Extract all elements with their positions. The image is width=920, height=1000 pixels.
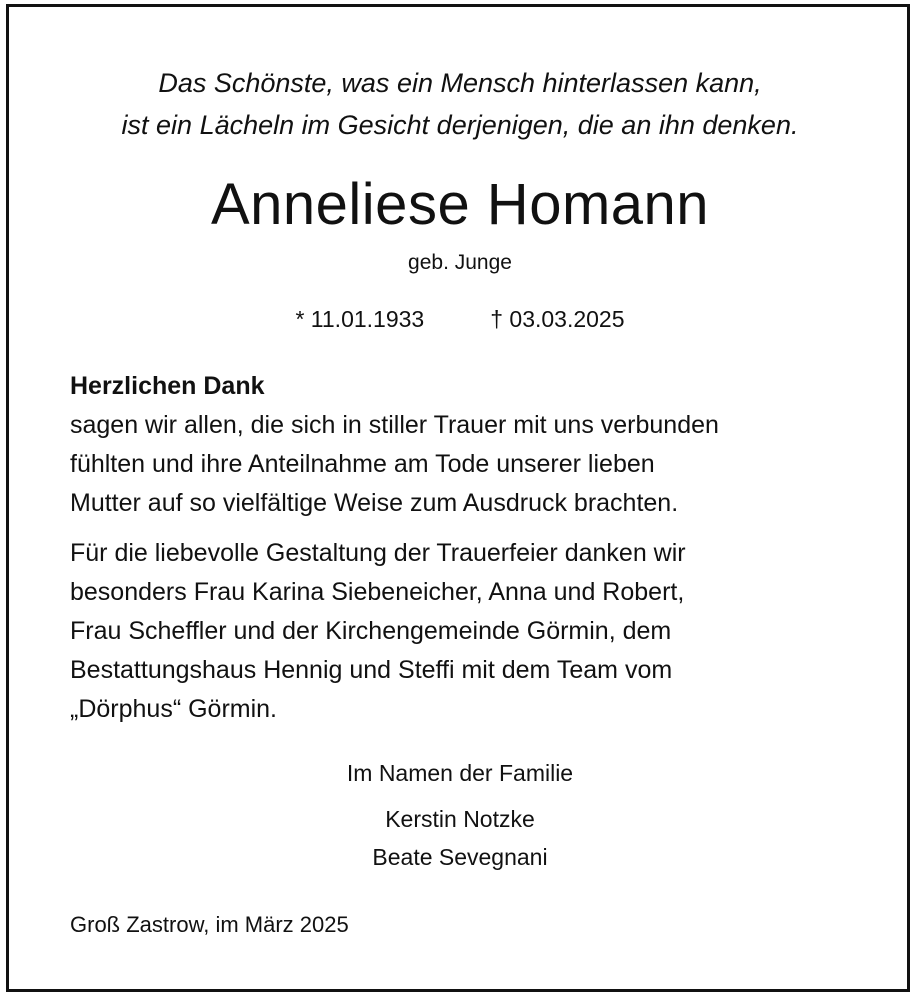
paragraph-line: Bestattungshaus Hennig und Steffi mit dem Team vom <box>70 656 673 684</box>
paragraph-line: „Dörphus“ Görmin. <box>70 695 277 723</box>
signer-name: Kerstin Notzke <box>385 806 535 832</box>
place-date: Groß Zastrow, im März 2025 <box>70 912 349 937</box>
maiden-name: geb. Junge <box>408 251 512 274</box>
signer-name: Beate Sevegnani <box>372 844 548 870</box>
quote-line-2: ist ein Lächeln im Gesicht derjenigen, die an ihn denken. <box>121 110 799 140</box>
paragraph-line: Mutter auf so vielfältige Weise zum Ausdruck brachten. <box>70 489 679 517</box>
paragraph-line: fühlten und ihre Anteilnahme am Tode unserer lieben <box>70 450 655 478</box>
birth-date: * 11.01.1933 <box>295 306 425 332</box>
memorial-quote <box>0 62 920 146</box>
deceased-name: Anneliese Homann <box>210 172 710 237</box>
thanks-heading: Herzlichen Dank <box>70 372 265 400</box>
quote-line-1: Das Schönste, was ein Mensch hinterlassen kann, <box>158 68 762 98</box>
paragraph-line: besonders Frau Karina Siebeneicher, Anna und Robert, <box>70 578 685 606</box>
paragraph-line: Frau Scheffler und der Kirchengemeinde Görmin, dem <box>70 617 672 645</box>
paragraph-line: Für die liebevolle Gestaltung der Trauerfeier danken wir <box>70 539 686 567</box>
paragraph-line: sagen wir allen, die sich in stiller Trauer mit uns verbunden <box>70 411 719 439</box>
thanks-paragraph-2 <box>70 534 860 729</box>
death-date: † 03.03.2025 <box>490 306 625 332</box>
life-dates <box>0 302 920 336</box>
family-line: Im Namen der Familie <box>346 760 574 786</box>
thanks-paragraph-1 <box>70 406 860 523</box>
signers <box>0 800 920 876</box>
